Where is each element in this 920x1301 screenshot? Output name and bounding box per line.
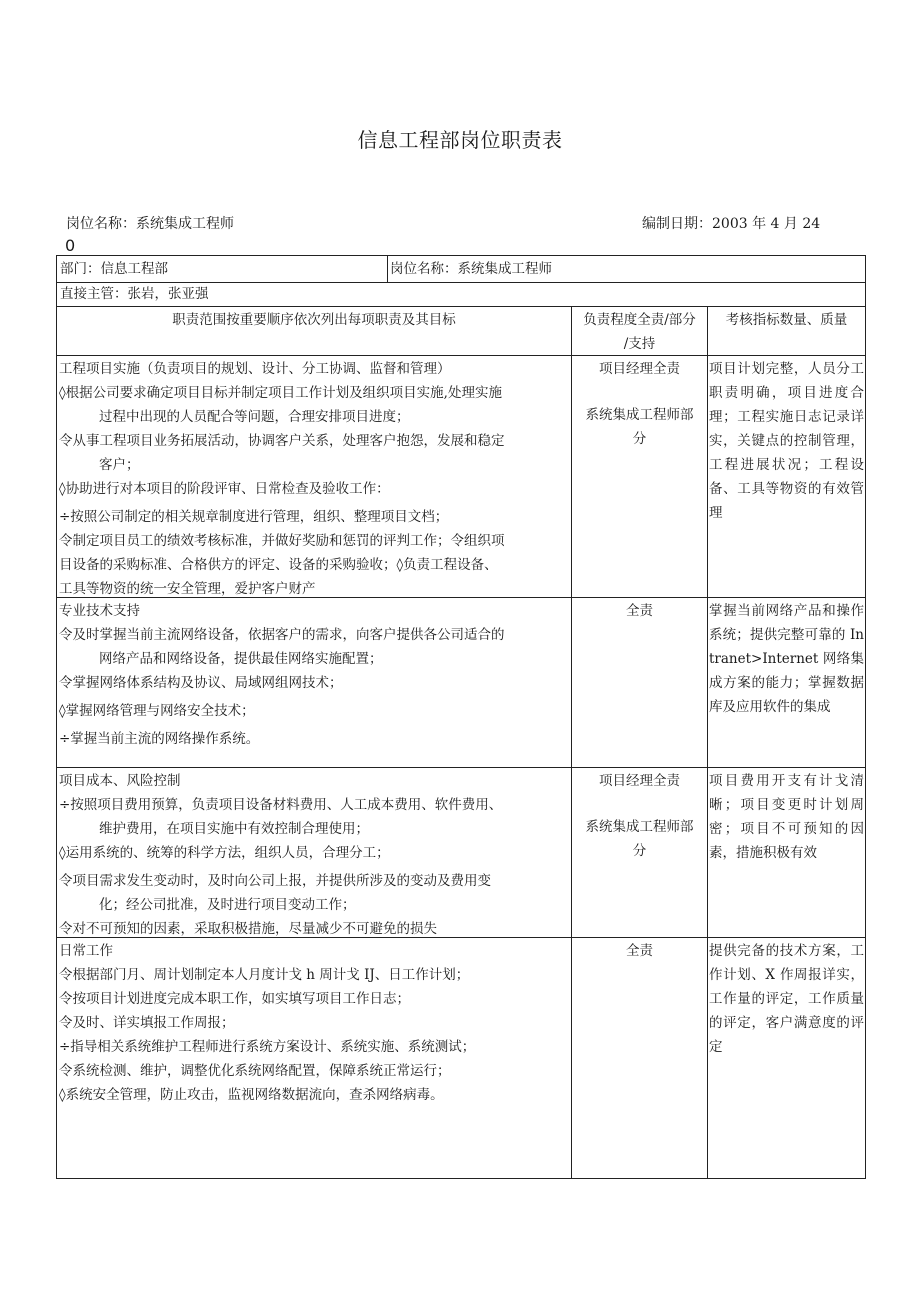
responsibility-table (56, 255, 866, 1179)
responsibility-line: 全责 (626, 943, 653, 959)
date-overflow-digit: 0 (65, 236, 76, 255)
responsibility-line: 项目经理全责 (599, 361, 680, 377)
metrics-cell: 掌握当前网络产品和操作系统；提供完整可靠的 Intranet>Internet 网络集成方案的能力；掌握数据库及应用软件的集成 (709, 603, 864, 715)
list-item: 令对不可预知的因素，采取积极措施，尽量减少不可避免的损失 (59, 921, 437, 937)
metrics-cell: 项目计划完整，人员分工职责明确，项目进度合理；工程实施日志记录详实，关键点的控制管理，工程进展状况；工程设备、工具等物资的有效管理 (709, 361, 864, 521)
list-item: 工具等物资的统一安全管理，爱护客户财产 (59, 581, 316, 597)
duties-header: 职责范围按重要顺序依次列出每项职责及其目标 (172, 312, 456, 328)
list-item: 令从事工程项目业务拓展活动，协调客户关系，处理客户抱怨，发展和稳定 客户； (59, 433, 505, 473)
document-title: 信息工程部岗位职责表 (357, 128, 563, 152)
list-item: ◊系统安全管理，防止攻击，监视网络数据流向，查杀网络病毒。 (59, 1087, 444, 1103)
list-item: ◊根据公司要求确定项目目标并制定项目工作计划及组织项目实施,处理实施 过程中出现的人员配合等问题，合理安排项目进度； (59, 385, 502, 425)
list-item: 令制定项目员工的绩效考核标准，并做好奖励和惩罚的评判工作；令组织项 (59, 533, 505, 549)
responsibility-line: 分 (632, 843, 647, 859)
list-item: 令系统检测、维护，调整优化系统网络配置，保障系统正常运行； (59, 1063, 451, 1079)
section-title: 项目成本、风险控制 (59, 773, 181, 789)
list-item: ÷指导相关系统维护工程师进行系统方案设计、系统实施、系统测试； (59, 1039, 476, 1055)
list-item: 令及时、详实填报工作周报； (59, 1015, 235, 1031)
position-name-meta: 岗位名称：系统集成工程师 (66, 216, 234, 232)
section-title: 专业技术支持 (59, 603, 140, 619)
metrics-header: 考核指标数量、质量 (725, 312, 848, 328)
compile-date-meta: 编制日期：2003 年 4 月 24 (642, 216, 821, 232)
list-item: ÷掌握当前主流的网络操作系统。 (59, 731, 260, 747)
duties-cell-project-implementation (59, 357, 570, 597)
responsibility-line: 全责 (626, 603, 653, 619)
supervisor-cell: 直接主管：张岩，张亚强 (60, 286, 209, 302)
list-item: 令掌握网络体系结构及协议、局域网组网技术； (59, 675, 343, 691)
responsibility-header-line2: /支持 (623, 336, 656, 352)
list-item: ◊协助进行对本项目的阶段评审、日常检查及验收工作： (59, 481, 390, 497)
metrics-cell: 提供完备的技术方案，工作计划、X 作周报详实，工作量的评定，工作质量的评定，客户满意度的评定 (709, 943, 864, 1055)
responsibility-cell (572, 357, 707, 597)
list-item: 令按项目计划进度完成本职工作，如实填写项目工作日志； (59, 991, 410, 1007)
list-item: ◊运用系统的、统筹的科学方法，组织人员，合理分工； (59, 845, 390, 861)
responsibility-line: 系统集成工程师部 (585, 819, 694, 835)
responsibility-cell (572, 599, 707, 767)
position-cell: 岗位名称：系统集成工程师 (390, 261, 552, 277)
list-item: 目设备的采购标准、合格供方的评定、设备的采购验收；◊负责工程设备、 (59, 557, 498, 573)
responsibility-line: 系统集成工程师部 (585, 407, 694, 423)
responsibility-cell (572, 939, 707, 1177)
responsibility-cell (572, 769, 707, 937)
list-item: 令及时掌握当前主流网络设备，依据客户的需求，向客户提供各公司适合的 网络产品和网络设备，提供最佳网络实施配置； (59, 627, 505, 667)
list-item: 令根据部门月、周计划制定本人月度计戈 h 周计戈 IJ、日工作计划； (59, 967, 470, 983)
responsibility-line: 分 (632, 431, 647, 447)
responsibility-header (572, 308, 707, 354)
section-title: 日常工作 (59, 943, 113, 959)
list-item: ÷按照项目费用预算，负责项目设备材料费用、人工成本费用、软件费用、 维护费用，在项目实施中有效控制合理使用； (59, 797, 503, 837)
responsibility-header-line1: 负责程度全责/部分 (583, 312, 696, 328)
metrics-cell: 项目费用开支有计戈清晰；项目变更时计划周密；项目不可预知的因素，措施积极有效 (709, 773, 864, 861)
list-item: ÷按照公司制定的相关规章制度进行管理，组织、整理项目文档； (59, 509, 449, 525)
duties-cell-daily-work (59, 939, 570, 1177)
department-cell: 部门：信息工程部 (60, 261, 168, 277)
responsibility-line: 项目经理全责 (599, 773, 680, 789)
list-item: ◊掌握网络管理与网络安全技术； (59, 703, 255, 719)
duties-cell-cost-risk-control (59, 769, 570, 937)
list-item: 令项目需求发生变动时，及时向公司上报，并提供所涉及的变动及费用变 化；经公司批准，及时进行项目变动工作； (59, 873, 491, 913)
section-title: 工程项目实施（负责项目的规划、设计、分工协调、监督和管理） (59, 361, 451, 377)
duties-cell-technical-support (59, 599, 570, 767)
